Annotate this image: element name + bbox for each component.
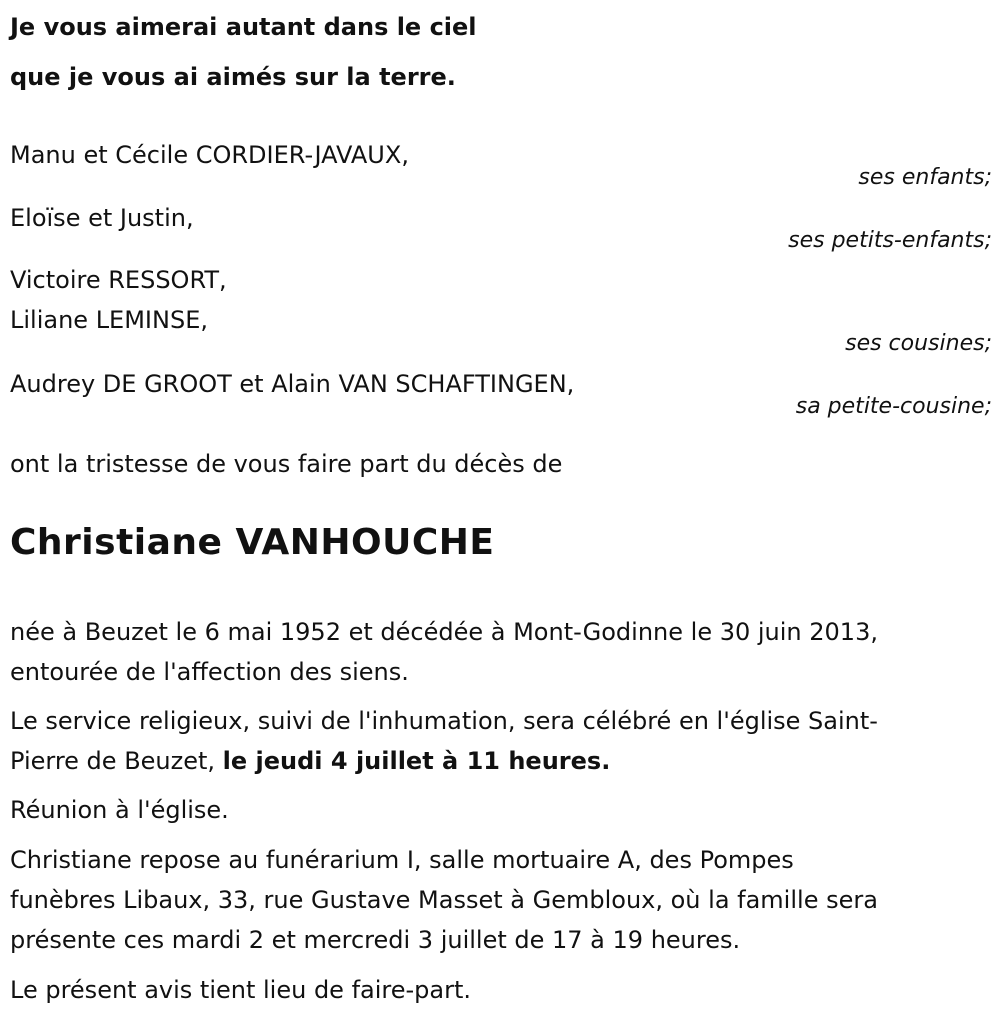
family-names-grandchildren: Eloïse et Justin,	[10, 204, 194, 232]
service-line-2	[10, 741, 992, 781]
relation-cousins: ses cousines;	[845, 331, 992, 356]
funeral-home-line-1: Christiane repose au funérarium I, salle mortuaire A, des Pompes	[10, 846, 794, 874]
funeral-home-paragraph	[10, 840, 992, 960]
family-names-cousin-1: Victoire RESSORT,	[10, 266, 227, 294]
service-line-2-text: Pierre de Beuzet,	[10, 747, 223, 775]
opening-verse	[10, 2, 992, 102]
service-paragraph	[10, 701, 992, 781]
birth-death-line-2: entourée de l'affection des siens.	[10, 658, 409, 686]
deceased-name: Christiane VANHOUCHE	[10, 522, 495, 563]
relation-grandchildren: ses petits-enfants;	[788, 228, 992, 253]
closing-text: Le présent avis tient lieu de faire-part.	[10, 976, 472, 1004]
service-date-time: le jeudi 4 juillet à 11 heures.	[222, 747, 611, 775]
relation-children: ses enfants;	[858, 165, 992, 190]
funeral-home-line-2: funèbres Libaux, 33, rue Gustave Masset à Gembloux, où la famille sera	[10, 886, 878, 914]
announcement-text: ont la tristesse de vous faire part du décès de	[10, 450, 563, 478]
family-names-children: Manu et Cécile CORDIER-JAVAUX,	[10, 141, 409, 169]
family-names-cousin-2: Liliane LEMINSE,	[10, 306, 208, 334]
verse-line-1: Je vous aimerai autant dans le ciel	[10, 13, 477, 41]
relation-second-cousin: sa petite-cousine;	[795, 394, 992, 419]
service-line-1: Le service religieux, suivi de l'inhumation, sera célébré en l'église Saint-	[10, 707, 878, 735]
verse-line-2: que je vous ai aimés sur la terre.	[10, 63, 456, 91]
birth-death-paragraph	[10, 612, 992, 692]
reunion-text: Réunion à l'église.	[10, 796, 229, 824]
birth-death-line-1: née à Beuzet le 6 mai 1952 et décédée à Mont-Godinne le 30 juin 2013,	[10, 618, 878, 646]
funeral-home-line-3: présente ces mardi 2 et mercredi 3 juillet de 17 à 19 heures.	[10, 926, 741, 954]
family-names-second-cousin: Audrey DE GROOT et Alain VAN SCHAFTINGEN,	[10, 370, 575, 398]
